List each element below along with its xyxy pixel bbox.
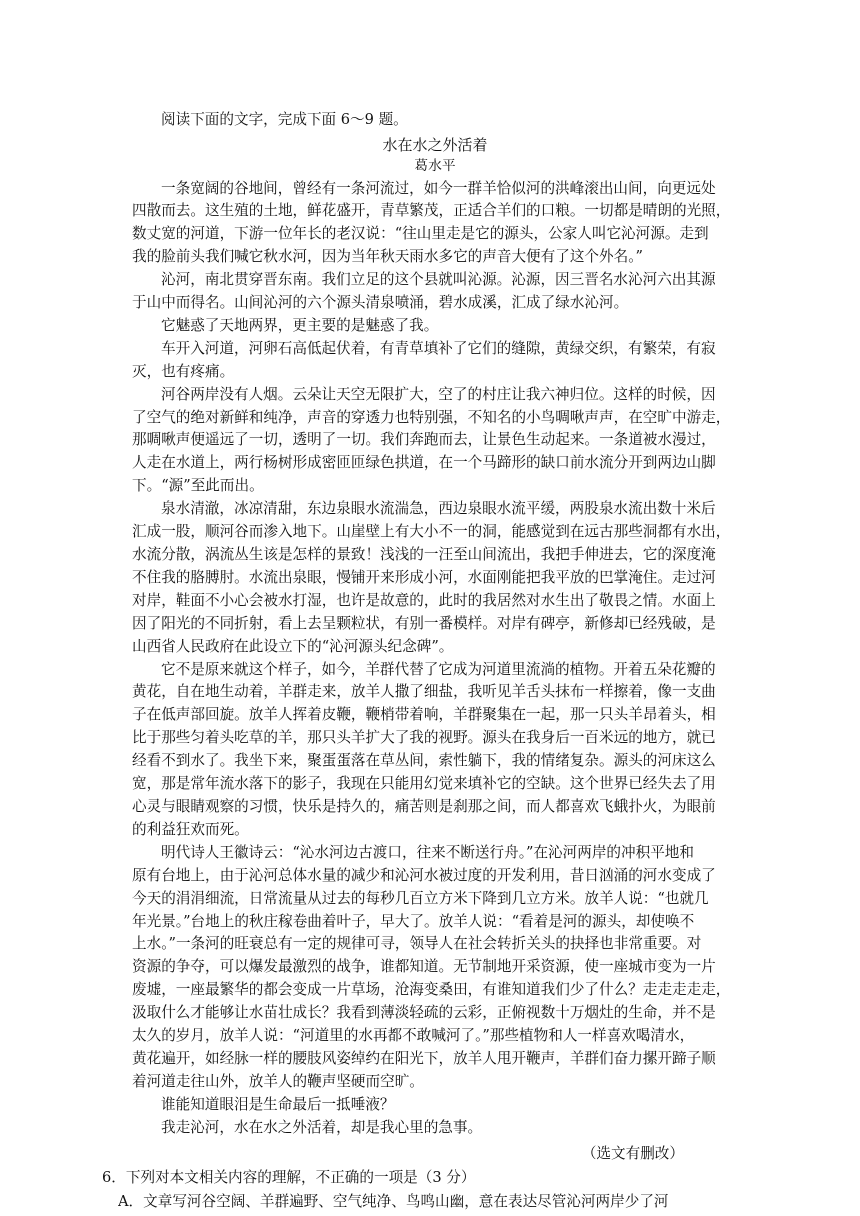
article-author: 葛水平 (414, 157, 456, 174)
paragraph-line: 宽，那是常年流水落下的影子，我现在只能用幻觉来填补它的空缺。这个世界已经失去了用 (132, 775, 716, 793)
paragraph-line: 今天的涓涓细流，日常流量从过去的每秒几百立方米下降到几立方米。放羊人说：“也就几 (132, 889, 709, 907)
paragraph-line: 黄花，自在地生动着，羊群走来，放羊人撒了细盐，我听见羊舌头抹布一样擦着，像一支曲 (132, 683, 716, 701)
reading-instruction: 阅读下面的文字，完成下面 6～9 题。 (161, 111, 408, 128)
paragraph-line: 心灵与眼睛观察的习惯，快乐是持久的，痛苦则是刹那之间，而人都喜欢飞蛾扑火，为眼前 (132, 797, 716, 815)
paragraph-line: 人走在水道上，两行杨树形成密匝匝绿色拱道，在一个马蹄形的缺口前水流分开到两边山脚 (132, 454, 716, 472)
paragraph-line: 一条宽阔的谷地间，曾经有一条河流过，如今一群羊恰似河的洪峰滚出山间，向更远处 (161, 179, 716, 197)
paragraph-line: 年光景。”台地上的秋庄稼卷曲着叶子，早大了。放羊人说：“看着是河的源头，却使唤不 (132, 912, 695, 930)
article-paragraph (132, 1094, 738, 1117)
paragraph-line: 经看不到水了。我坐下来，聚蛋蛋落在草丛间，索性躺下，我的情绪复杂。源头的河床这么 (132, 752, 716, 770)
paragraph-line: 水流分散，涡流丛生该是怎样的景致！浅浅的一汪至山间流出，我把手伸进去，它的深度淹 (132, 546, 716, 563)
paragraph-line: 我走沁河，水在水之外活着，却是我心里的急事。 (161, 1118, 483, 1136)
paragraph-line: 因了阳光的不同折射，看上去呈颗粒状，有别一番模样。对岸有碑亭，新修却已经残破，是 (132, 614, 716, 632)
paragraph-line: 废墟，一座最繁华的都会变成一片草场，沧海变桑田，有谁知道我们少了什么？走走走走走， (132, 981, 731, 999)
paragraph-line: 谁能知道眼泪是生命最后一抵唾液？ (161, 1095, 395, 1113)
article-paragraph (132, 498, 738, 658)
article-paragraph (132, 1117, 738, 1140)
paragraph-line: 沁河，南北贯穿晋东南。我们立足的这个县就叫沁源。沁源，因三晋名水沁河六出其源 (161, 271, 716, 289)
paragraph-line: 了空气的绝对新鲜和纯净，声音的穿透力也特别强，不知名的小鸟啁啾声声，在空旷中游走， (132, 408, 731, 426)
paragraph-line: 数丈宽的河道，下游一位年长的老汉说：“往山里走是它的源头，公家人叫它沁河源。走到 (132, 225, 709, 243)
article-paragraph (132, 659, 738, 842)
article-paragraph (132, 269, 738, 315)
paragraph-line: 着河道走往山外，放羊人的鞭声坚硬而空旷。 (132, 1072, 424, 1090)
paragraph-line: 于山中而得名。山间沁河的六个源头清泉喷涌，碧水成溪，汇成了绿水沁河。 (132, 294, 629, 312)
paragraph-line: 资源的争夺，可以爆发最激烈的战争，谁都知道。无节制地开采资源，使一座城市变为一片 (132, 958, 716, 976)
paragraph-line: 那啁啾声便遥远了一切，透明了一切。我们奔跑而去，让景色生动起来。一条道被水漫过， (132, 431, 716, 449)
paragraph-line: 不住我的胳膊肘。水流出泉眼，慢铺开来形成小河，水面刚能把我平放的巴掌淹住。走过河 (132, 568, 716, 586)
article-paragraph (132, 338, 738, 384)
paragraph-line: 比于那些匀着头吃草的羊，那只头羊扩大了我的视野。源头在我身后一百米远的地方，就已 (132, 729, 716, 747)
question-6-stem: 6．下列对本文相关内容的理解，不正确的一项是（3 分） (102, 1168, 476, 1186)
article-body (132, 178, 738, 1140)
article-paragraph (132, 842, 738, 1094)
paragraph-line: 车开入河道，河卵石高低起伏着，有青草填补了它们的缝隙，黄绿交织，有繁荣，有寂 (161, 339, 716, 357)
paragraph-line: 它魅惑了天地两界，更主要的是魅惑了我。 (161, 316, 439, 334)
source-note: （选文有删改） (581, 1144, 684, 1162)
paragraph-line: 汲取什么才能够让水苗壮成长？我看到薄淡轻疏的云彩，正俯视数十万烟灶的生命，并不是 (132, 1004, 716, 1022)
article-paragraph (132, 384, 738, 499)
paragraph-line: 汇成一股，顺河谷而渗入地下。山崖壁上有大小不一的洞，能感觉到在远古那些洞都有水出， (132, 523, 731, 541)
article-paragraph (132, 315, 738, 338)
paragraph-line: 下。“源”至此而出。 (132, 477, 264, 495)
question-6-option-a: A．文章写河谷空阔、羊群遍野、空气纯净、鸟鸣山幽，意在表达尽管沁河两岸少了河 (118, 1192, 669, 1210)
article-paragraph (132, 178, 738, 270)
paragraph-line: 原有台地上，由于沁河总体水量的减少和沁河水被过度的开发利用，昔日汹涌的河水变成了 (132, 866, 716, 884)
paragraph-line: 子在低声部回旋。放羊人挥着皮鞭，鞭梢带着响，羊群聚集在一起，那一只头羊昂着头，相 (132, 706, 716, 724)
paragraph-line: 黄花遍开，如经脉一样的腰肢风姿绰约在阳光下，放羊人甩开鞭声，羊群们奋力摞开蹄子顺 (132, 1049, 716, 1067)
paragraph-line: 灭，也有疼痛。 (132, 362, 235, 380)
paragraph-line: 上水。”一条河的旺衰总有一定的规律可寻，领导人在社会转折关头的抉择也非常重要。对 (132, 935, 702, 953)
paragraph-line: 明代诗人王徽诗云：“沁水河边古渡口，往来不断送行舟。”在沁河两岸的冲积平地和 (161, 843, 694, 861)
paragraph-line: 对岸，鞋面不小心会被水打湿，也许是故意的，此时的我居然对水生出了敬畏之情。水面上 (132, 591, 716, 609)
paragraph-line: 太久的岁月，放羊人说：“河道里的水再都不敢喊河了。”那些植物和人一样喜欢喝清水， (132, 1027, 695, 1045)
article-title: 水在水之外活着 (382, 135, 488, 154)
paragraph-line: 泉水清澈，冰凉清甜，东边泉眼水流湍急，西边泉眼水流平缓，两股泉水流出数十米后 (161, 500, 716, 518)
paragraph-line: 四散而去。这生殖的土地，鲜花盛开，青草繁茂，正适合羊们的口粮。一切都是晴朗的光照， (132, 202, 731, 220)
paragraph-line: 河谷两岸没有人烟。云朵让天空无限扩大，空了的村庄让我六神归位。这样的时候，因 (161, 385, 716, 403)
paragraph-line: 山西省人民政府在此设立下的“沁河源头纪念碑”。 (132, 637, 454, 655)
paragraph-line: 的利益狂欢而死。 (132, 820, 249, 838)
paragraph-line: 我的脸前头我们喊它秋水河，因为当年秋天雨水多它的声音大便有了这个外名。” (132, 248, 643, 266)
paragraph-line: 它不是原来就这个样子，如今，羊群代替了它成为河道里流淌的植物。开着五朵花瓣的 (161, 660, 716, 678)
